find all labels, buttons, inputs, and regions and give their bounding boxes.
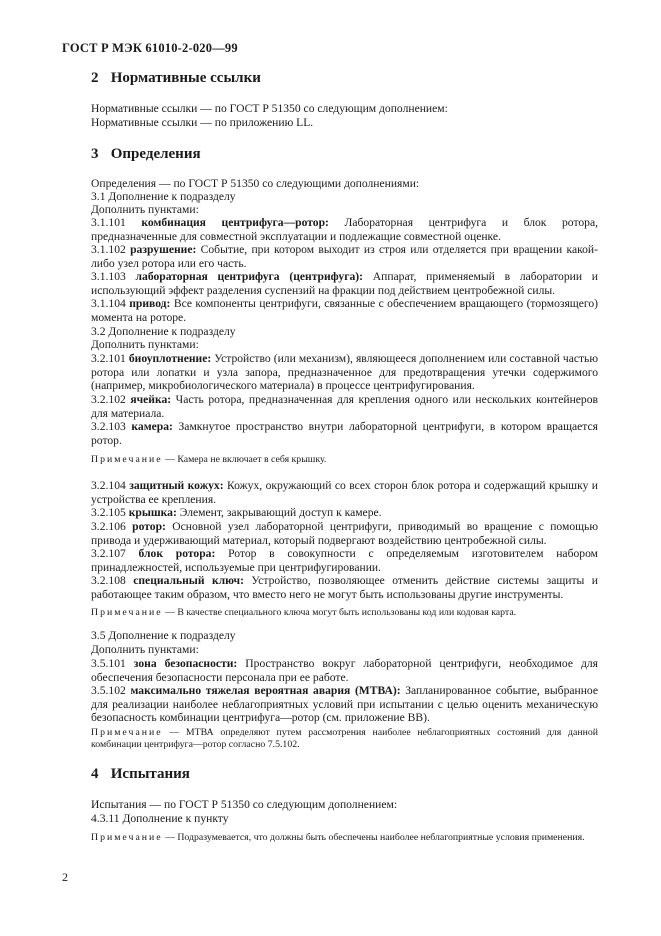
clause-number: 3.5.101 — [91, 657, 126, 670]
paragraph: Нормативные ссылки — по ГОСТ Р 51350 со следующим дополнением: — [91, 102, 448, 115]
definition-3-2-103 — [91, 420, 598, 447]
definition-3-2-105 — [91, 506, 598, 520]
definition-text: Часть ротора, предназначенная для крепления одного или нескольких контейнеров для материала. — [91, 393, 598, 420]
section-3-heading — [91, 146, 201, 163]
definition-3-2-107 — [91, 547, 598, 574]
clause-number: 3.1.104 — [91, 297, 126, 310]
definition-text: Кожух, окружающий со всех сторон блок ротора и содержащий крышку и устройства ее крепления. — [91, 479, 598, 506]
definition-text: Ротор в совокупности с определяемым изготовителем набором принадлежностей, используемые при центрифугировании. — [91, 547, 598, 574]
definition-text: Пространство вокруг лабораторной центрифуги, необходимое для обеспечения безопасности персонала при ее работе. — [91, 657, 598, 684]
section-title: Определения — [110, 146, 201, 162]
definition-text: Основной узел лабораторной центрифуги, приводимый во вращение с помощью привода и удерживающий материал, который подвергают воздействию центробежной силы. — [91, 520, 599, 547]
section-4-heading — [91, 766, 190, 783]
definition-3-1-102 — [91, 243, 598, 270]
definition-text: Элемент, закрывающий доступ к камере. — [176, 506, 382, 519]
definition-3-2-106 — [91, 520, 598, 547]
clause-number: 3.2.105 — [91, 506, 126, 519]
paragraph: Испытания — по ГОСТ Р 51350 со следующим дополнением: — [91, 798, 398, 811]
section-number: 4 — [91, 766, 99, 782]
definition-3-1-104 — [91, 297, 598, 324]
note-label: Примечание — [91, 727, 163, 738]
definition-3-5-101 — [91, 657, 598, 684]
paragraph: Определения — по ГОСТ Р 51350 со следующими дополнениями: — [91, 177, 420, 190]
note — [91, 607, 598, 619]
term: защитный кожух: — [129, 479, 224, 492]
clause-number: 3.1.103 — [91, 270, 126, 283]
clause-number: 3.2.101 — [91, 352, 126, 365]
section-title: Нормативные ссылки — [110, 70, 261, 86]
definition-text: Запланированное событие, выбранное для реализации наиболее неблагоприятных условий при испытании с целью оценить механическую безопасность комбинации центрифуга—ротор (см. приложение ВВ). — [91, 684, 599, 725]
paragraph: Нормативные ссылки — по приложению LL. — [91, 116, 314, 129]
note-label: Примечание — [91, 832, 163, 843]
definition-3-1-101 — [91, 216, 598, 243]
section-number: 2 — [91, 70, 99, 86]
definition-3-1-103 — [91, 270, 598, 297]
term: ротор: — [132, 520, 166, 533]
clause-number: 3.2.104 — [91, 479, 126, 492]
term: блок ротора: — [138, 547, 216, 560]
term: комбинация центрифуга—ротор: — [141, 216, 329, 229]
page-header: ГОСТ Р МЭК 61010-2-020—99 — [62, 41, 238, 55]
definition-text: Событие, при котором выходит из строя или отделяется при вращении какой-либо узел ротора или его часть. — [91, 243, 598, 270]
term: ячейка: — [130, 393, 172, 406]
clause-number: 3.2.107 — [91, 547, 126, 560]
note-text: — Камера не включает в себя крышку. — [162, 454, 327, 465]
definition-3-2-108 — [91, 574, 598, 601]
term: крышка: — [128, 506, 177, 519]
subsection: 3.2 Дополнение к подразделу — [91, 325, 236, 338]
definition-3-2-104 — [91, 479, 598, 506]
note-label: Примечание — [91, 607, 163, 618]
term: максимально тяжелая вероятная авария (МТВА): — [130, 684, 401, 697]
clause-number: 3.5.102 — [91, 684, 126, 697]
note-text: — МТВА определяют путем рассмотрения наиболее неблагоприятных состояний для данной комбинации центрифуга—ротор согласно 7.5.102. — [91, 727, 598, 751]
page-number: 2 — [62, 870, 68, 884]
definition-text: Лабораторная центрифуга и блок ротора, предназначенные для совместной эксплуатации и подлежащие совместной оценке. — [91, 216, 598, 243]
term: зона безопасности: — [133, 657, 238, 670]
clause-number: 3.2.102 — [91, 393, 126, 406]
note-text: — В качестве специального ключа могут быть использованы код или кодовая карта. — [162, 607, 517, 618]
note-text: — Подразумевается, что должны быть обеспечены наиболее неблагоприятные условия применения. — [162, 832, 585, 843]
definition-text: Устройство (или механизм), являющееся дополнением или составной частью ротора или лопатки и узла запора, предназначенное для предотвращения утечки содержимого (например, микробиологического материала) в процессе центрифугирования. — [91, 352, 598, 393]
section-number: 3 — [91, 146, 99, 162]
definition-3-2-101 — [91, 352, 598, 393]
clause-number: 3.2.103 — [91, 420, 126, 433]
definition-text: Все компоненты центрифуги, связанные с обеспечением вращающего (тормозящего) момента на роторе. — [91, 297, 598, 324]
section-2-heading — [91, 70, 261, 87]
subsection: 3.5 Дополнение к подразделу — [91, 629, 236, 642]
clause-number: 3.2.108 — [91, 574, 126, 587]
term: камера: — [131, 420, 173, 433]
clause-number: 3.1.102 — [91, 243, 126, 256]
clause-number: 3.1.101 — [91, 216, 126, 229]
note-label: Примечание — [91, 454, 163, 465]
subsection: 4.3.11 Дополнение к пункту — [91, 812, 229, 825]
definition-text: Устройство, позволяющее отменить действие системы защиты и работающее таким образом, что вместо него не могут быть использованы другие инструменты. — [91, 574, 598, 601]
definition-3-5-102 — [91, 684, 598, 725]
definition-text: Замкнутое пространство внутри лабораторной центрифуги, в котором вращается ротор. — [91, 420, 598, 447]
term: разрушение: — [130, 243, 197, 256]
section-title: Испытания — [110, 766, 190, 782]
term: специальный ключ: — [133, 574, 244, 587]
definition-3-2-102 — [91, 393, 598, 420]
note — [91, 454, 598, 466]
clause-number: 3.2.106 — [91, 520, 126, 533]
subsection: 3.1 Дополнение к подразделу — [91, 190, 236, 203]
paragraph: Дополнить пунктами: — [91, 643, 199, 656]
definition-text: Аппарат, применяемый в лаборатории и использующий эффект разделения суспензий на фракции под действием центробежной силы. — [91, 270, 598, 297]
paragraph: Дополнить пунктами: — [91, 338, 199, 351]
note — [91, 727, 598, 752]
paragraph: Дополнить пунктами: — [91, 203, 199, 216]
term: привод: — [129, 297, 171, 310]
note — [91, 832, 598, 844]
term: биоуплотнение: — [128, 352, 212, 365]
term: лабораторная центрифуга (центрифуга): — [135, 270, 363, 283]
